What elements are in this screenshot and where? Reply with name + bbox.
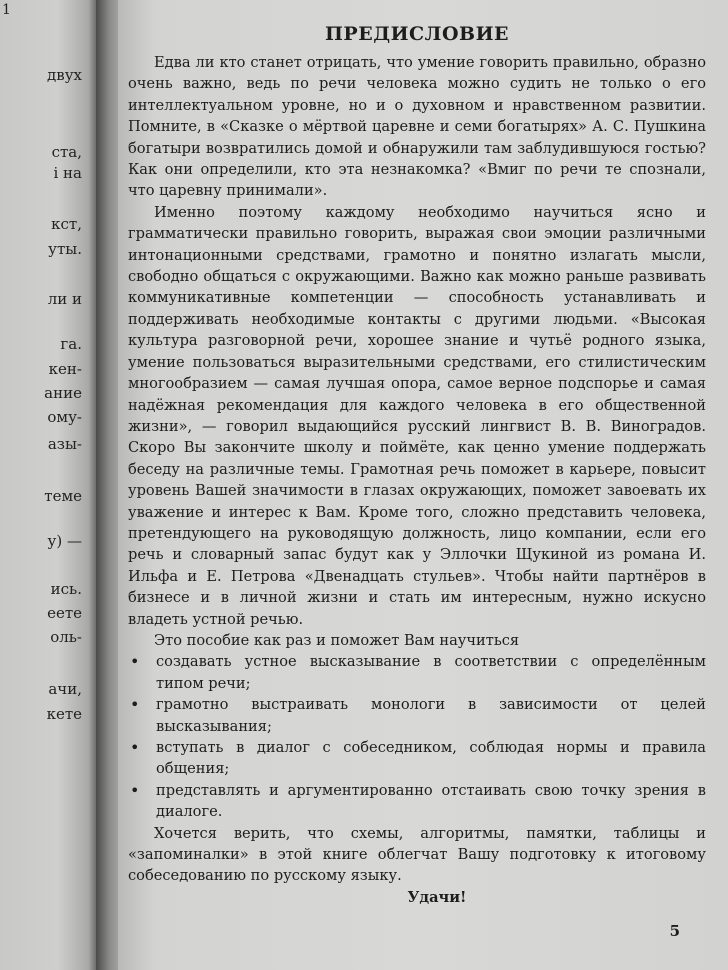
page-content (128, 22, 706, 908)
left-text-fragment: ание (44, 384, 82, 402)
list-item: • создавать устное высказывание в соответствии с определённым типом речи; (128, 651, 706, 694)
left-text-fragment: уты. (48, 240, 82, 258)
paragraph: Едва ли кто станет отрицать, что умение говорить правильно, образно очень важно, ведь по речи человека можно судить не только о его интеллектуальном уровне, но и о духовном и нравственном развитии. Помните, в «Сказке о мёртвой царевне и семи богатырях» А. С. Пушкина богатыри возвратились домой и обнаружили там заблудившуюся гостью? Как они определили, кто эта незнакомка? «Вмиг по речи те спознали, что царевну принимали». (128, 54, 706, 200)
left-text-fragment: кете (46, 705, 82, 723)
left-text-fragment: і на (53, 164, 82, 182)
closing-text: Удачи! (407, 888, 467, 906)
book-page (118, 0, 728, 970)
list-item: • представлять и аргументированно отстаивать свою точку зрения в диалоге. (128, 780, 706, 823)
left-page-number: 1 (2, 2, 11, 18)
left-text-fragment: кен- (48, 360, 82, 378)
left-facing-page (0, 0, 96, 970)
left-text-fragment: ому- (47, 408, 82, 426)
list-item: • вступать в диалог с собеседником, соблюдая нормы и правила общения; (128, 737, 706, 780)
left-text-fragment: теме (44, 487, 82, 505)
paragraph-final: Хочется верить, что схемы, алгоритмы, памятки, таблицы и «запоминалки» в этой книге облегчат Вашу подготовку к итоговому собеседованию по русскому языку. (128, 824, 706, 885)
left-text-fragment: кст, (51, 215, 82, 233)
paragraph: Это пособие как раз и поможет Вам научиться (154, 631, 520, 649)
left-text-fragment: ись. (50, 580, 82, 598)
left-text-fragment: двух (47, 66, 82, 84)
list-item: • грамотно выстраивать монологи в зависимости от целей высказывания; (128, 694, 706, 737)
bullet-list (128, 651, 706, 822)
left-text-fragment: еете (47, 604, 82, 622)
left-text-fragment: ачи, (48, 680, 82, 698)
left-text-fragment: оль- (50, 628, 82, 646)
page-title: ПРЕДИСЛОВИЕ (324, 23, 510, 45)
left-text-fragment: ли и (47, 290, 82, 308)
left-text-fragment: у) — (47, 532, 82, 550)
left-text-fragment: ста, (51, 143, 82, 161)
page-number: 5 (669, 922, 680, 940)
paragraph: Именно поэтому каждому необходимо научиться ясно и грамматически правильно говорить, выражая свои эмоции различными интонационными средствами, грамотно и понятно излагать мысли, свободно общаться с окружающими. Важно как можно раньше развивать коммуникативные компетенции — способность устанавливать и поддерживать необходимые контакты с другими людьми. «Высокая культура разговорной речи, хорошее знание и чутьё родного языка, умение пользоваться выразительными средствами, его стилистическим многообразием — самая лучшая опора, самое верное подспорье и самая надёжная рекомендация для каждого человека в его общественной жизни», — говорил выдающийся русский лингвист В. В. Виноградов. Скоро Вы закончите школу и поймёте, как ценно умение поддержать беседу на различные темы. Грамотная речь поможет в карьере, повысит уровень Вашей значимости в глазах окружающих, поможет завоевать их уважение и интерес к Вам. Кроме того, сложно представить человека, претендующего на руководящую должность, лицо компании, если его речь и словарный запас будут как у Эллочки Щукиной из романа И. Ильфа и Е. Петрова «Двенадцать стульев». Чтобы найти партнёров в бизнесе и в личной жизни и стать им интересным, нужно искусно владеть устной речью. (128, 203, 706, 628)
left-text-fragment: га. (60, 335, 82, 353)
left-text-fragment: азы- (47, 435, 82, 453)
